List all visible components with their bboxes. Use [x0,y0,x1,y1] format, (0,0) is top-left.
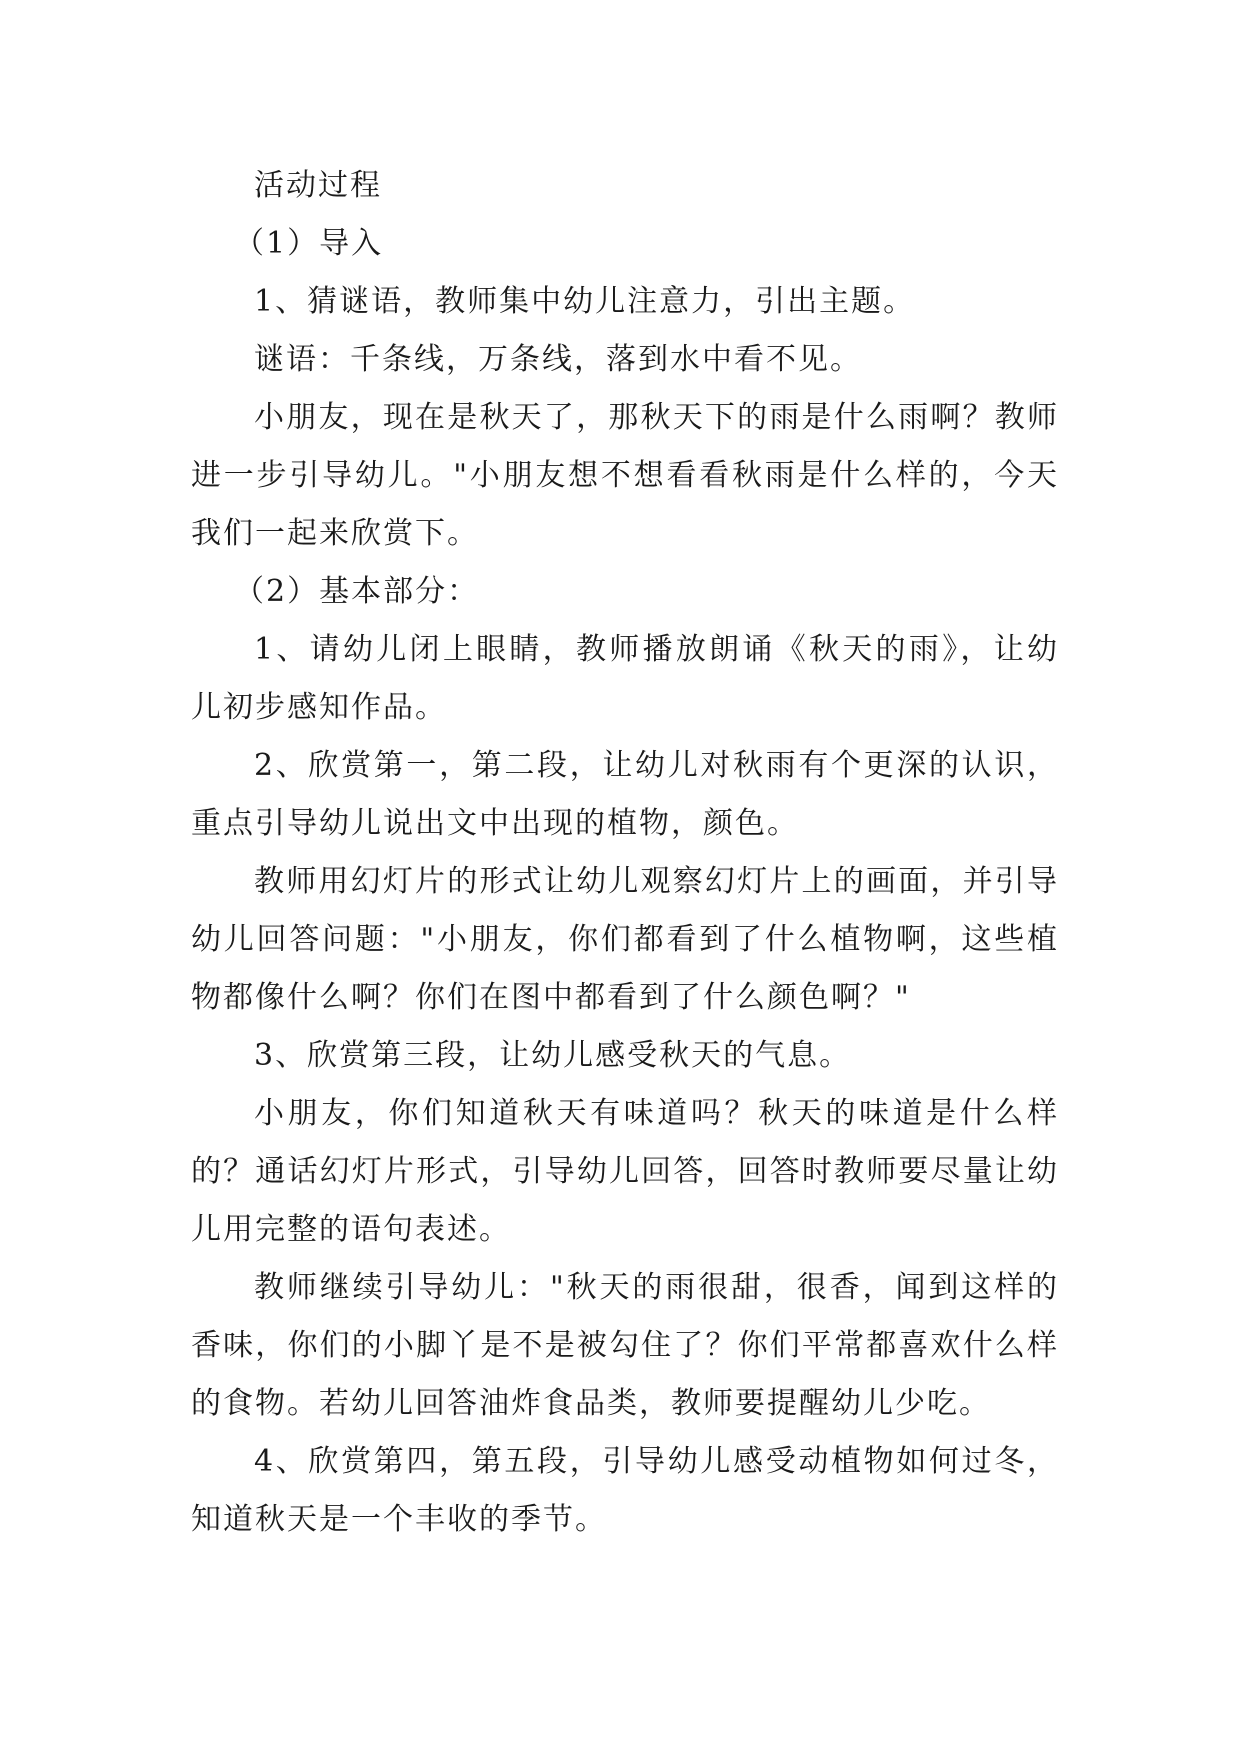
document-body [191,157,1059,1549]
paragraph-step-2-sections-1-2: 2、欣赏第一，第二段，让幼儿对秋雨有个更深的认识，重点引导幼儿说出文中出现的植物，颜色。 [191,748,1059,841]
paragraph-step-1-listen: 1、请幼儿闭上眼睛，教师播放朗诵《秋天的雨》，让幼儿初步感知作品。 [191,632,1059,725]
paragraph-step-3-section-3: 3、欣赏第三段，让幼儿感受秋天的气息。 [254,1038,852,1073]
paragraph-step-4-sections-4-5: 4、欣赏第四，第五段，引导幼儿感受动植物如何过冬，知道秋天是一个丰收的季节。 [191,1444,1059,1537]
subsection-heading-introduction: （1）导入 [234,226,384,261]
paragraph-continue-guide: 教师继续引导幼儿："秋天的雨很甜，很香，闻到这样的香味，你们的小脚丫是不是被勾住了？你们平常都喜欢什么样的食物。若幼儿回答油炸食品类，教师要提醒幼儿少吃。 [191,1270,1059,1421]
subsection-heading-main-part: （2）基本部分： [234,574,480,609]
paragraph-slides-questions: 教师用幻灯片的形式让幼儿观察幻灯片上的画面，并引导幼儿回答问题："小朋友，你们都看到了什么植物啊，这些植物都像什么啊？你们在图中都看到了什么颜色啊？" [191,864,1059,1015]
section-heading-activity-process: 活动过程 [254,168,382,203]
paragraph-riddle-text: 谜语：千条线，万条线，落到水中看不见。 [254,342,862,377]
paragraph-autumn-rain-question: 小朋友，现在是秋天了，那秋天下的雨是什么雨啊？教师进一步引导幼儿。"小朋友想不想看看秋雨是什么样的，今天我们一起来欣赏下。 [191,400,1059,551]
paragraph-autumn-taste: 小朋友，你们知道秋天有味道吗？秋天的味道是什么样的？通话幻灯片形式，引导幼儿回答，回答时教师要尽量让幼儿用完整的语句表述。 [191,1096,1059,1247]
paragraph-riddle-step: 1、猜谜语，教师集中幼儿注意力，引出主题。 [254,284,916,319]
